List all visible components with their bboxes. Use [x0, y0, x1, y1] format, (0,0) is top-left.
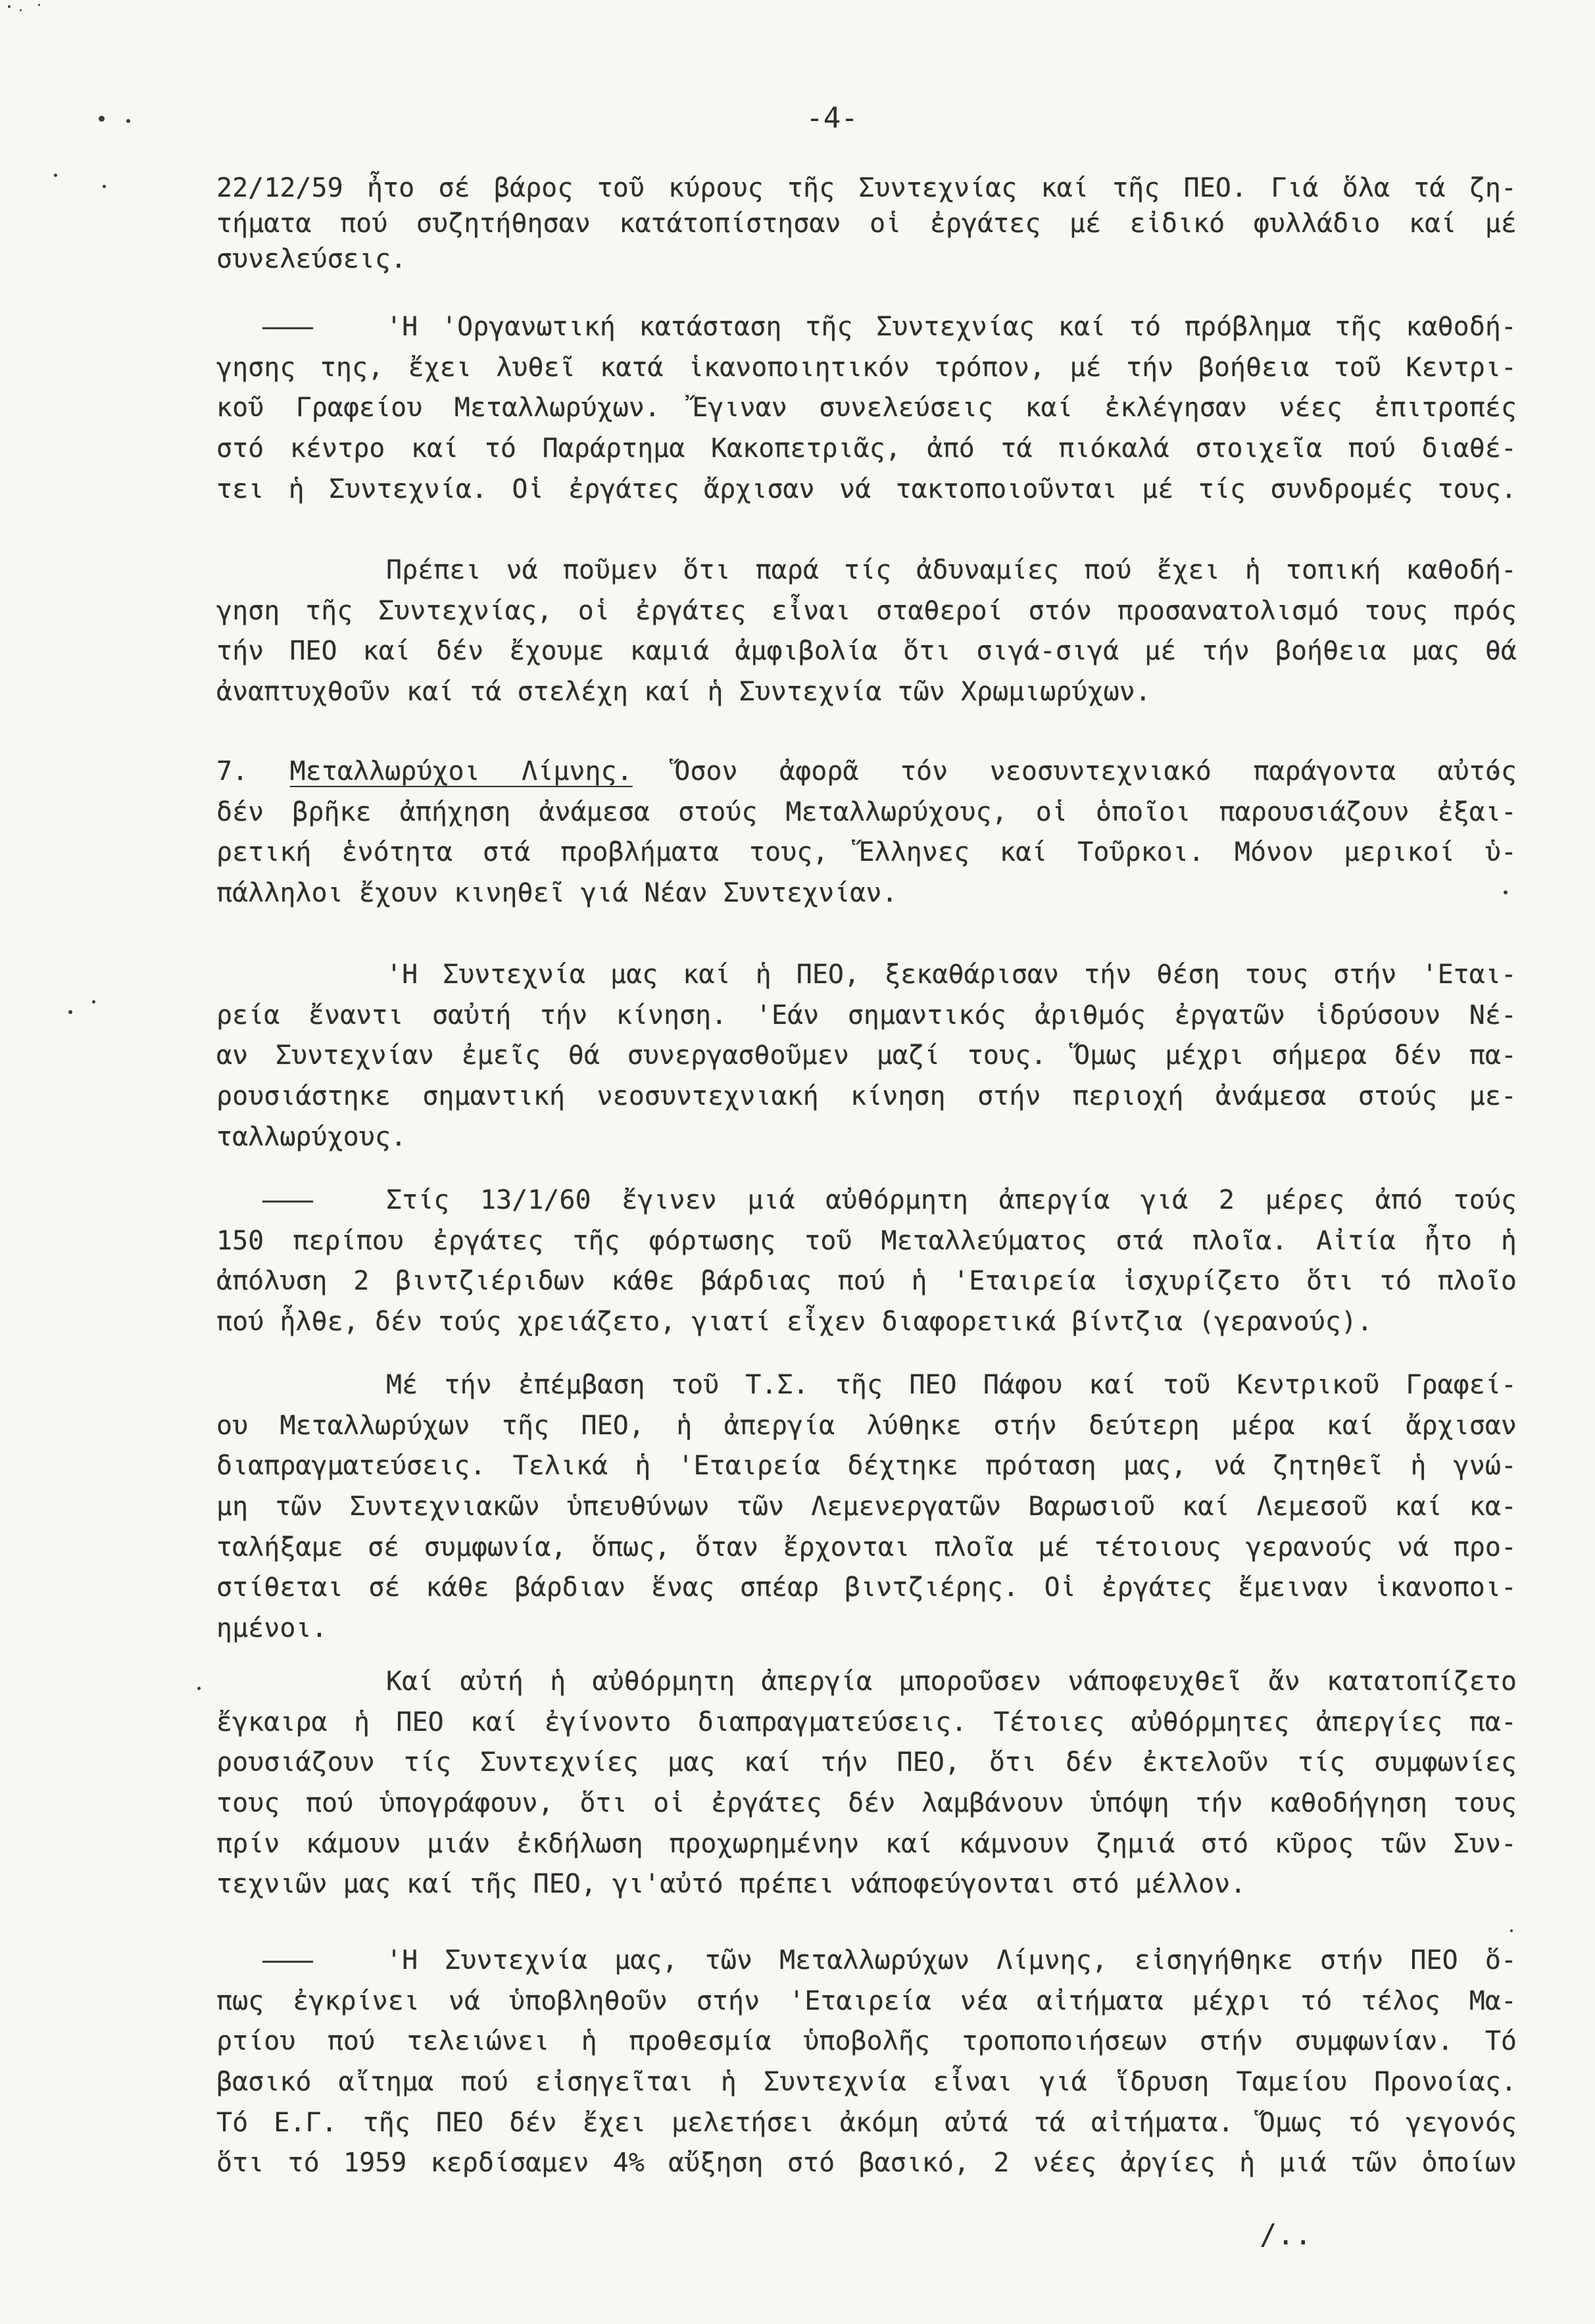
text-line: πού ἦλθε, δέν τούς χρειάζετο, γιατί εἶχεν διαφορετικά βίντζια (γερανούς). [216, 1307, 1373, 1338]
scan-speck [54, 174, 57, 177]
continuation-mark: /.. [1260, 2218, 1312, 2252]
text-line: διαπραγματεύσεις. Τελικά ἡ 'Εταιρεία δέχτηκε πρόταση μας, νά ζητηθεῖ ἡ γνώ- [216, 1451, 1517, 1482]
text-line: συνελεύσεις. [216, 244, 406, 274]
text-line: ὅτι τό 1959 κερδίσαμεν 4% αὔξηση στό βασικό, 2 νέες ἀργίες ἡ μιά τῶν ὁποίων [216, 2148, 1517, 2179]
text-line: τήματα πού συζητήθησαν κατάτοπίστησαν οἱ ἐργάτες μέ εἰδικό φυλλάδιο καί μέ [216, 208, 1517, 239]
text-line [216, 752, 1517, 792]
text-line: ταλλωρύχους. [216, 1121, 406, 1152]
text-line: Τό Ε.Γ. τῆς ΠΕΟ δέν ἔχει μελετήσει ἀκόμη αὐτά τά αἰτήματα. Ὅμως τό γεγονός [216, 2107, 1517, 2138]
scan-speck [1510, 1929, 1513, 1932]
text-line: Μέ τήν ἐπέμβαση τοῦ Τ.Σ. τῆς ΠΕΟ Πάφου καί τοῦ Κεντρικοῦ Γραφεί- [386, 1370, 1517, 1400]
line-text: 'Η Συντεχνία μας, τῶν Μεταλλωρύχων Λίμνης, εἰσηγήθηκε στήν ΠΕΟ ὅ- [386, 1945, 1517, 1975]
text-line [216, 307, 1517, 348]
paragraph [216, 955, 1517, 1157]
text-line: ταλήξαμε σέ συμφωνία, ὅπως, ὅταν ἔρχονται πλοῖα μέ τέτοιους γερανούς νά προ- [216, 1532, 1517, 1562]
scan-speck [92, 1000, 95, 1004]
page-number: -4- [806, 101, 858, 135]
scan-speck [103, 185, 106, 188]
paragraph [216, 550, 1517, 713]
text-line: ρτίου πού τελειώνει ἡ προθεσμία ὑποβολῆς τροποποιήσεων στήν συμφωνίαν. Τό [216, 2026, 1517, 2057]
paragraph-dash: —— [262, 1185, 314, 1215]
text-line: βασικό αἴτημα πού εἰσηγεῖται ἡ Συντεχνία εἶναι γιά ἵδρυση Ταμείου Προνοίας. [216, 2067, 1517, 2098]
scan-speck [197, 1687, 201, 1690]
text-line: γησης της, ἔχει λυθεῖ κατά ἱκανοποιητικόν τρόπον, μέ τήν βοήθεια τοῦ Κεντρι- [216, 352, 1517, 383]
text-line: ἔγκαιρα ἡ ΠΕΟ καί ἐγίνοντο διαπραγματεύσεις. Τέτοιες αὐθόρμητες ἀπεργίες πα- [216, 1707, 1517, 1737]
text-line: στίθεται σέ κάθε βάρδιαν ἕνας σπέαρ βιντζιέρης. Οἱ ἐργάτες ἔμειναν ἱκανοποι- [216, 1572, 1517, 1603]
text-line: ρουσιάστηκε σημαντική νεοσυντεχνιακή κίνηση στήν περιοχή ἀνάμεσα στούς με- [216, 1081, 1517, 1112]
scan-speck [126, 119, 130, 123]
text-line: ου Μεταλλωρύχων τῆς ΠΕΟ, ἡ ἀπεργία λύθηκε στήν δεύτερη μέρα καί ἄρχισαν [216, 1410, 1517, 1441]
scan-speck [20, 9, 22, 11]
text-line: Πρέπει νά ποῦμεν ὅτι παρά τίς ἀδυναμίες πού ἔχει ἡ τοπική καθοδή- [386, 555, 1517, 585]
text-line: ρουσιάζουν τίς Συντεχνίες μας καί τήν ΠΕΟ, ὅτι δέν ἐκτελοῦν τίς συμφωνίες [216, 1747, 1517, 1778]
paragraph-dash: —— [262, 312, 314, 342]
line-text: Στίς 13/1/60 ἔγινεν μιά αὐθόρμητη ἀπεργία γιά 2 μέρες ἀπό τούς [386, 1185, 1517, 1215]
text-line: τει ἡ Συντεχνία. Οἱ ἐργάτες ἄρχισαν νά τακτοποιοῦνται μέ τίς συνδρομές τους. [216, 473, 1517, 504]
text-line: πρίν κάμουν μιάν ἐκδήλωση προχωρημένην καί κάμνουν ζημιά στό κῦρος τῶν Συν- [216, 1828, 1517, 1859]
scan-speck [99, 116, 105, 122]
text-line: μη τῶν Συντεχνιακῶν ὑπευθύνων τῶν Λεμενεργατῶν Βαρωσιοῦ καί Λεμεσοῦ καί κα- [216, 1491, 1517, 1522]
paragraph-dash: —— [262, 1945, 314, 1975]
text-line: τήν ΠΕΟ καί δέν ἔχουμε καμιά ἀμφιβολία ὅτι σιγά-σιγά μέ τήν βοήθεια μας θά [216, 636, 1517, 667]
paragraph [216, 1941, 1517, 2184]
section-number: 7. [216, 756, 249, 787]
text-line: ρεία ἔναντι σαὐτή τήν κίνηση. 'Εάν σημαντικός ἀριθμός ἐργατῶν ἱδρύσουν Νέ- [216, 1000, 1517, 1030]
text-line [216, 1180, 1517, 1221]
paragraph [216, 1662, 1517, 1905]
text-line: ἀναπτυχθοῦν καί τά στελέχη καί ἡ Συντεχνία τῶν Χρωμιωρύχων. [216, 677, 1151, 708]
text-line: κοῦ Γραφείου Μεταλλωρύχων. Ἔγιναν συνελεύσεις καί ἐκλέγησαν νέες ἐπιτροπές [216, 393, 1517, 424]
text-line: τεχνιῶν μας καί τῆς ΠΕΟ, γι'αὐτό πρέπει νάποφεύγονται στό μέλλον. [216, 1869, 1246, 1900]
text-line: αν Συντεχνίαν ἐμεῖς θά συνεργασθοῦμεν μαζί τους. Ὅμως μέχρι σήμερα δέν πα- [216, 1040, 1517, 1071]
text-line: τους πού ὑπογράφουν, ὅτι οἱ ἐργάτες δέν λαμβάνουν ὑπόψη τήν καθοδήγηση τους [216, 1788, 1517, 1819]
text-line: 150 περίπου ἐργάτες τῆς φόρτωσης τοῦ Μεταλλεύματος στά πλοῖα. Αἰτία ἦτο ἡ [216, 1225, 1517, 1256]
text-line: ἀπόλυση 2 βιντζιέριδων κάθε βάρδιας πού ἡ 'Εταιρεία ἰσχυρίζετο ὅτι τό πλοῖο [216, 1266, 1517, 1297]
text-line: 'Η Συντεχνία μας καί ἡ ΠΕΟ, ξεκαθάρισαν τήν θέση τους στήν 'Εται- [386, 959, 1517, 990]
text-line: γηση τῆς Συντεχνίας, οἱ ἐργάτες εἶναι σταθεροί στόν προσανατολισμό τους πρός [216, 595, 1517, 626]
text-line: ημένοι. [216, 1613, 328, 1644]
line-text: Ὅσον ἀφορᾶ τόν νεοσυντεχνιακό παράγοντα αὐτός [674, 756, 1517, 787]
text-line: ρετική ἑνότητα στά προβλήματα τους, Ἕλληνες καί Τοῦρκοι. Μόνον μερικοί ὑ- [216, 837, 1517, 868]
paragraph [216, 1180, 1517, 1343]
paragraph [216, 1365, 1517, 1649]
paragraph [216, 307, 1517, 510]
text-line: 22/12/59 ἦτο σέ βάρος τοῦ κύρους τῆς Συντεχνίας καί τῆς ΠΕΟ. Γιά ὅλα τά ζη- [216, 173, 1517, 203]
text-line: πάλληλοι ἔχουν κινηθεῖ γιά Νέαν Συντεχνίαν. [216, 878, 898, 909]
line-text: 'Η 'Οργανωτική κατάσταση τῆς Συντεχνίας καί τό πρόβλημα τῆς καθοδή- [386, 312, 1517, 342]
text-line [216, 1941, 1517, 1981]
section-heading: Μεταλλωρύχοι Λίμνης. [289, 756, 633, 787]
text-line: δέν βρῆκε ἀπήχηση ἀνάμεσα στούς Μεταλλωρύχους, οἱ ὁποῖοι παρουσιάζουν ἐξαι- [216, 796, 1517, 827]
scan-speck [38, 4, 40, 6]
text-line: πως ἐγκρίνει νά ὑποβληθοῦν στήν 'Εταιρεία νέα αἰτήματα μέχρι τό τέλος Μα- [216, 1985, 1517, 2016]
paragraph-section-7 [216, 752, 1517, 914]
scan-speck [68, 1010, 72, 1014]
paragraph [216, 170, 1517, 277]
text-line: στό κέντρο καί τό Παράρτημα Κακοπετριᾶς, ἀπό τά πιόκαλά στοιχεῖα πού διαθέ- [216, 433, 1517, 464]
scan-speck [8, 5, 11, 8]
text-line: Καί αὐτή ἡ αὐθόρμητη ἀπεργία μποροῦσεν νάποφευχθεῖ ἄν κατατοπίζετο [386, 1666, 1517, 1697]
